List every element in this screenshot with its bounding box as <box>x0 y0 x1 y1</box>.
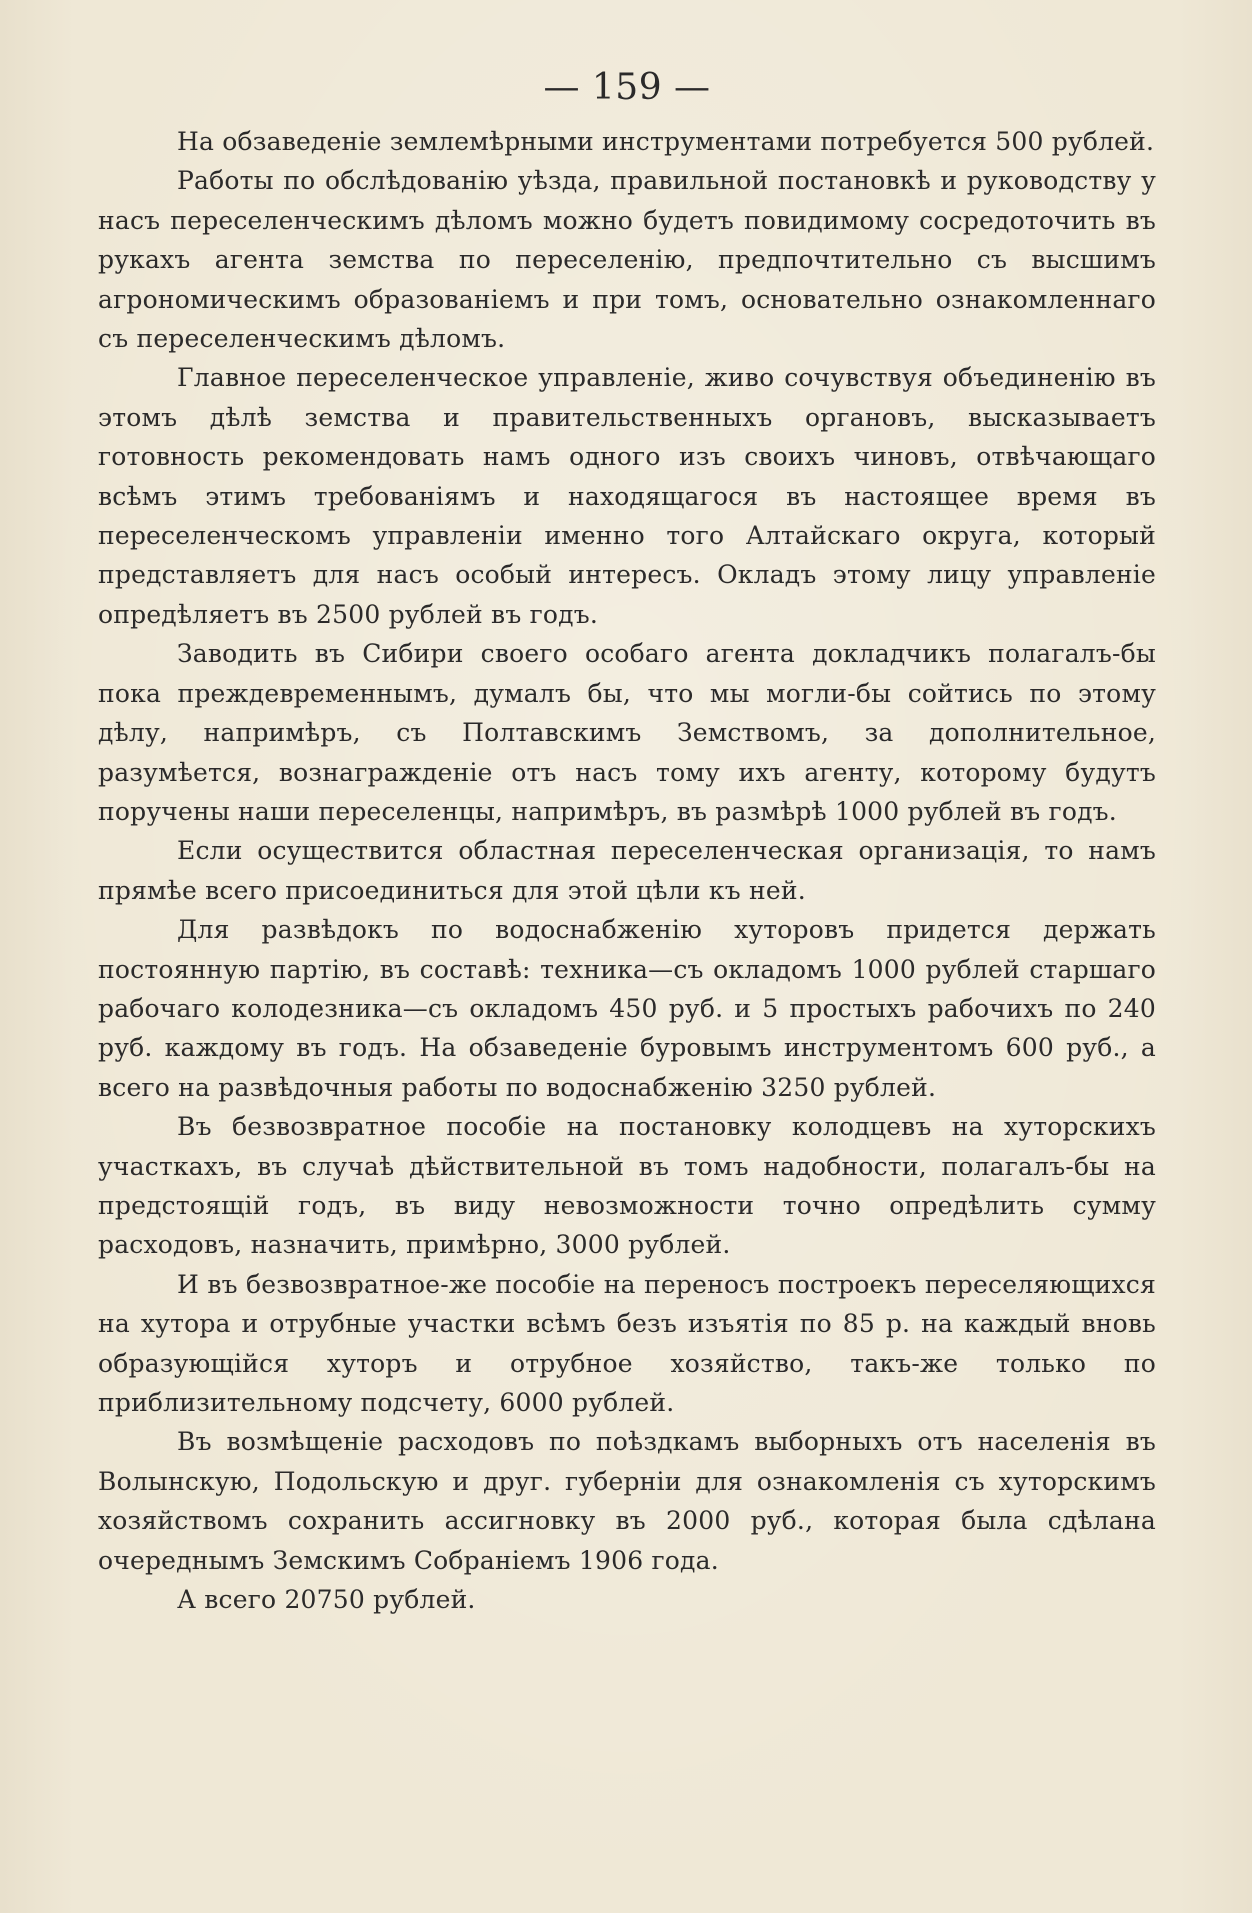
paragraph-siberia-agent: Заводить въ Сибири своего особаго агента докладчикъ полагалъ-бы пока преждевременнымъ, думалъ бы, что мы могли-бы сойтись по этому дѣлу, напримѣръ, съ Полтавскимъ Земствомъ, за дополнительное, разумѣется, вознагражденіе отъ насъ тому ихъ агенту, которому будутъ поручены наши переселенцы, напримѣръ, въ размѣрѣ 1000 рублей въ годъ. <box>98 639 1156 826</box>
paragraph-surveying-tools: На обзаведеніе землемѣрными инструментами потребуется 500 рублей. <box>177 127 1155 156</box>
paragraph-water-survey: Для развѣдокъ по водоснабженію хуторовъ придется держать постоянную партію, въ составѣ: техника—съ окладомъ 1000 рублей старшаго рабочаго колодезника—съ окладомъ 450 руб. и 5 простыхъ рабочихъ по 240 руб. каждому въ годъ. На обзаведеніе буровымъ инструментомъ 600 руб., а всего на развѣдочныя работы по водоснабженію 3250 рублей. <box>98 915 1156 1102</box>
page-number: — 159 — <box>543 67 711 108</box>
body-text <box>98 122 1156 1619</box>
paragraph-total: А всего 20750 рублей. <box>177 1585 476 1615</box>
paragraph-relocation-subsidy: И въ безвозвратное-же пособіе на переносъ построекъ переселяющихся на хутора и отрубные участки всѣмъ безъ изъятія по 85 р. на каждый вновь образующійся хуторъ и отрубное хозяйство, такъ-же только по приблизительному подсчету, 6000 рублей. <box>98 1269 1156 1417</box>
paragraph-regional-organization: Если осуществится областная переселенческая организація, то намъ прямѣе всего присоединиться для этой цѣли къ ней. <box>98 836 1156 905</box>
paragraph-agent-duties: Работы по обслѣдованію уѣзда, правильной постановкѣ и руководству у насъ переселенческимъ дѣломъ можно будетъ повидимому сосредоточить въ рукахъ агента земства по переселенію, предпочтительно съ высшимъ агрономическимъ образованіемъ и при томъ, основательно ознакомленнаго съ переселенческимъ дѣломъ. <box>98 166 1156 354</box>
paragraph-wells-subsidy: Въ безвозвратное пособіе на постановку колодцевъ на хуторскихъ участкахъ, въ случаѣ дѣйствительной въ томъ надобности, полагалъ-бы на предстоящій годъ, въ виду невозможности точно опредѣлить сумму расходовъ, назначить, примѣрно, 3000 рублей. <box>98 1112 1156 1260</box>
paragraph-main-administration: Главное переселенческое управленіе, живо сочувствуя объединенію въ этомъ дѣлѣ земства и правительственныхъ органовъ, высказываетъ готовность рекомендовать намъ одного изъ своихъ чиновъ, отвѣчающаго всѣмъ этимъ требованіямъ и находящагося въ настоящее время въ переселенческомъ управленіи именно того Алтайскаго округа, который представляетъ для насъ особый интересъ. Окладъ этому лицу управленіе опредѣляетъ въ 2500 рублей въ годъ. <box>98 363 1156 629</box>
paragraph-travel-expenses: Въ возмѣщеніе расходовъ по поѣздкамъ выборныхъ отъ населенія въ Волынскую, Подольскую и друг. губерніи для ознакомленія съ хуторскимъ хозяйствомъ сохранить ассигновку въ 2000 руб., которая была сдѣлана очереднымъ Земскимъ Собраніемъ 1906 года. <box>98 1427 1156 1575</box>
